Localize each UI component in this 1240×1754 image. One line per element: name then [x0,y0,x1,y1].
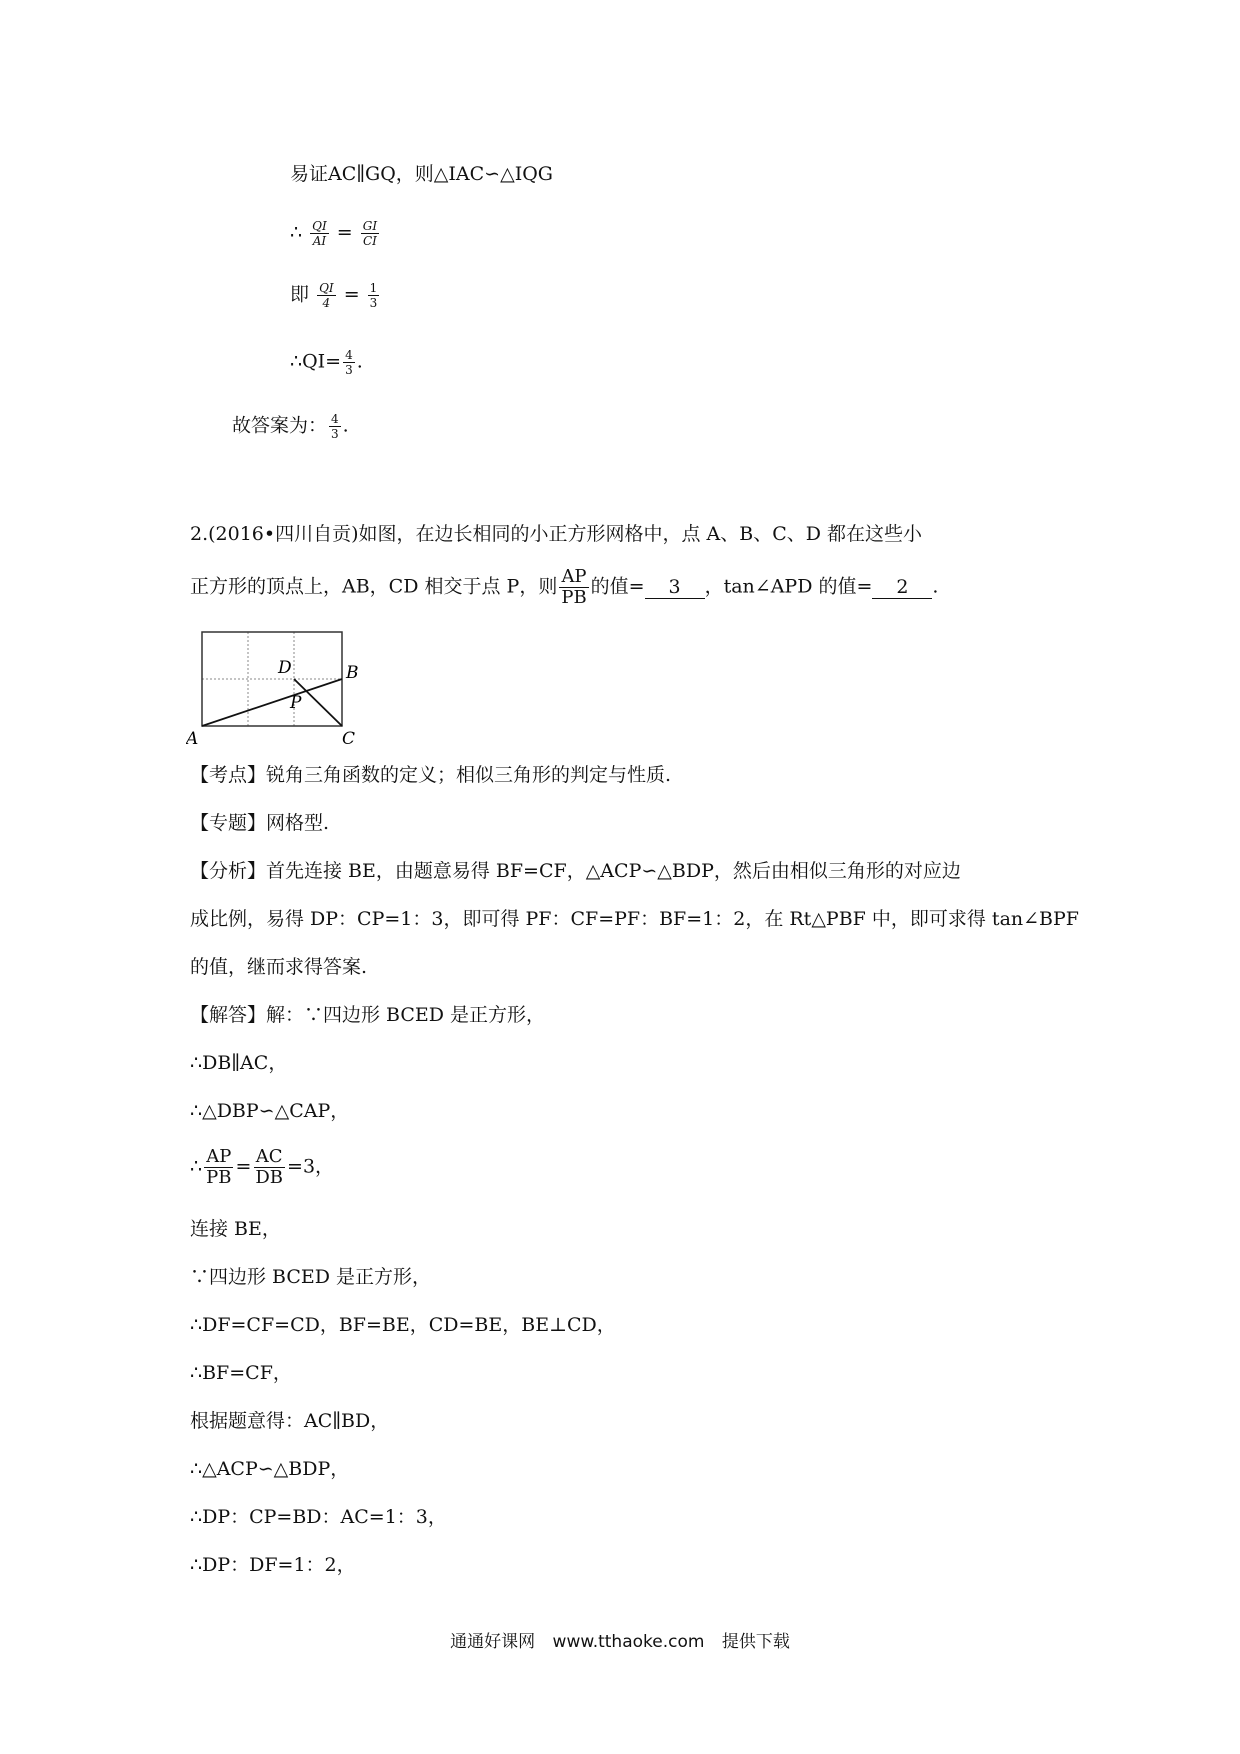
label-c: C [342,729,356,746]
grid-figure [186,628,366,746]
fraction-qi-ai: $\frac{QI}{AI}$ [312,219,327,248]
solution-line-6: ∴DF=CF=CD，BF=BE，CD=BE，BE⊥CD， [190,1314,616,1336]
question-line-2: 正方形的顶点上，AB，CD 相交于点 P，则 $\frac{AP}{PB}$ 的值= 3 ，tan∠APD 的值= 2 . [190,566,939,608]
label-b: B [346,663,359,683]
fenxi-line-2: 成比例，易得 DP：CP=1：3，即可得 PF：CF=PF：BF=1：2，在 Rt△PBF 中，即可求得 tan∠BPF [190,908,1079,930]
fraction-ap-pb-2: $\frac{AP}{PB}$ [206,1146,232,1188]
fraction-4-3-answer: $\frac{4}{3}$ [331,412,339,441]
footer-site: 通通好课网 [450,1632,536,1652]
fraction-1-3: $\frac{1}{3}$ [369,281,378,310]
zhuanti-line: 【专题】网格型. [190,812,330,834]
solution-line-4: 连接 BE， [190,1218,281,1240]
proof-line-2: ∴ $\frac{QI}{AI}$ = $\frac{GI}{CI}$ [290,219,378,248]
solution-line-7: ∴BF=CF， [190,1362,292,1384]
label-d: D [278,658,292,678]
answer-blank-1: 3 [645,576,705,600]
page-footer [0,1627,1240,1652]
label-p: P [290,693,302,713]
solution-line-8: 根据题意得：AC∥BD， [190,1410,390,1432]
fraction-4-3: $\frac{4}{3}$ [345,348,353,377]
answer-blank-2: 2 [872,576,932,600]
fraction-qi-4: $\frac{QI}{4}$ [319,281,334,310]
label-a: A [186,729,199,746]
solution-line-5: ∵四边形 BCED 是正方形， [190,1266,432,1288]
therefore-symbol: ∴ [290,221,303,244]
jieda-line: 【解答】解：∵四边形 BCED 是正方形， [190,1004,546,1026]
segment-ab [202,679,342,726]
solution-line-2: ∴△DBP∽△CAP， [190,1100,350,1122]
proof-line-3: 即 $\frac{QI}{4}$ = $\frac{1}{3}$ [290,281,378,310]
fenxi-line-1: 【分析】首先连接 BE，由题意易得 BF=CF，△ACP∽△BDP，然后由相似三角形的对应边 [190,860,961,882]
proof-line-4: ∴QI= $\frac{4}{3}$ . [290,348,363,377]
solution-line-11: ∴DP：DF=1：2， [190,1554,356,1576]
proof-line-1: 易证AC∥GQ，则△IAC∽△IQG [290,163,553,185]
fraction-ac-db: $\frac{AC}{DB}$ [255,1146,284,1188]
fraction-gi-ci: $\frac{GI}{CI}$ [362,219,378,248]
footer-url: www.tthaoke.com [552,1632,705,1652]
fenxi-line-3: 的值，继而求得答案. [190,956,368,978]
grid-lines [202,632,342,726]
kaodian-line: 【考点】锐角三角函数的定义；相似三角形的判定与性质. [190,764,672,786]
solution-line-1: ∴DB∥AC， [190,1052,288,1074]
solution-line-10: ∴DP：CP=BD：AC=1：3， [190,1506,447,1528]
fraction-ap-pb: $\frac{AP}{PB}$ [561,566,587,608]
solution-line-9: ∴△ACP∽△BDP， [190,1458,350,1480]
solution-line-3: ∴ $\frac{AP}{PB}$ = $\frac{AC}{DB}$ =3， [190,1146,335,1188]
footer-note: 提供下载 [721,1632,790,1652]
answer-line: 故答案为： $\frac{4}{3}$ . [232,412,349,441]
question-line-1: 2.(2016•四川自贡)如图，在边长相同的小正方形网格中，点 A、B、C、D 都在这些小 [190,523,923,545]
